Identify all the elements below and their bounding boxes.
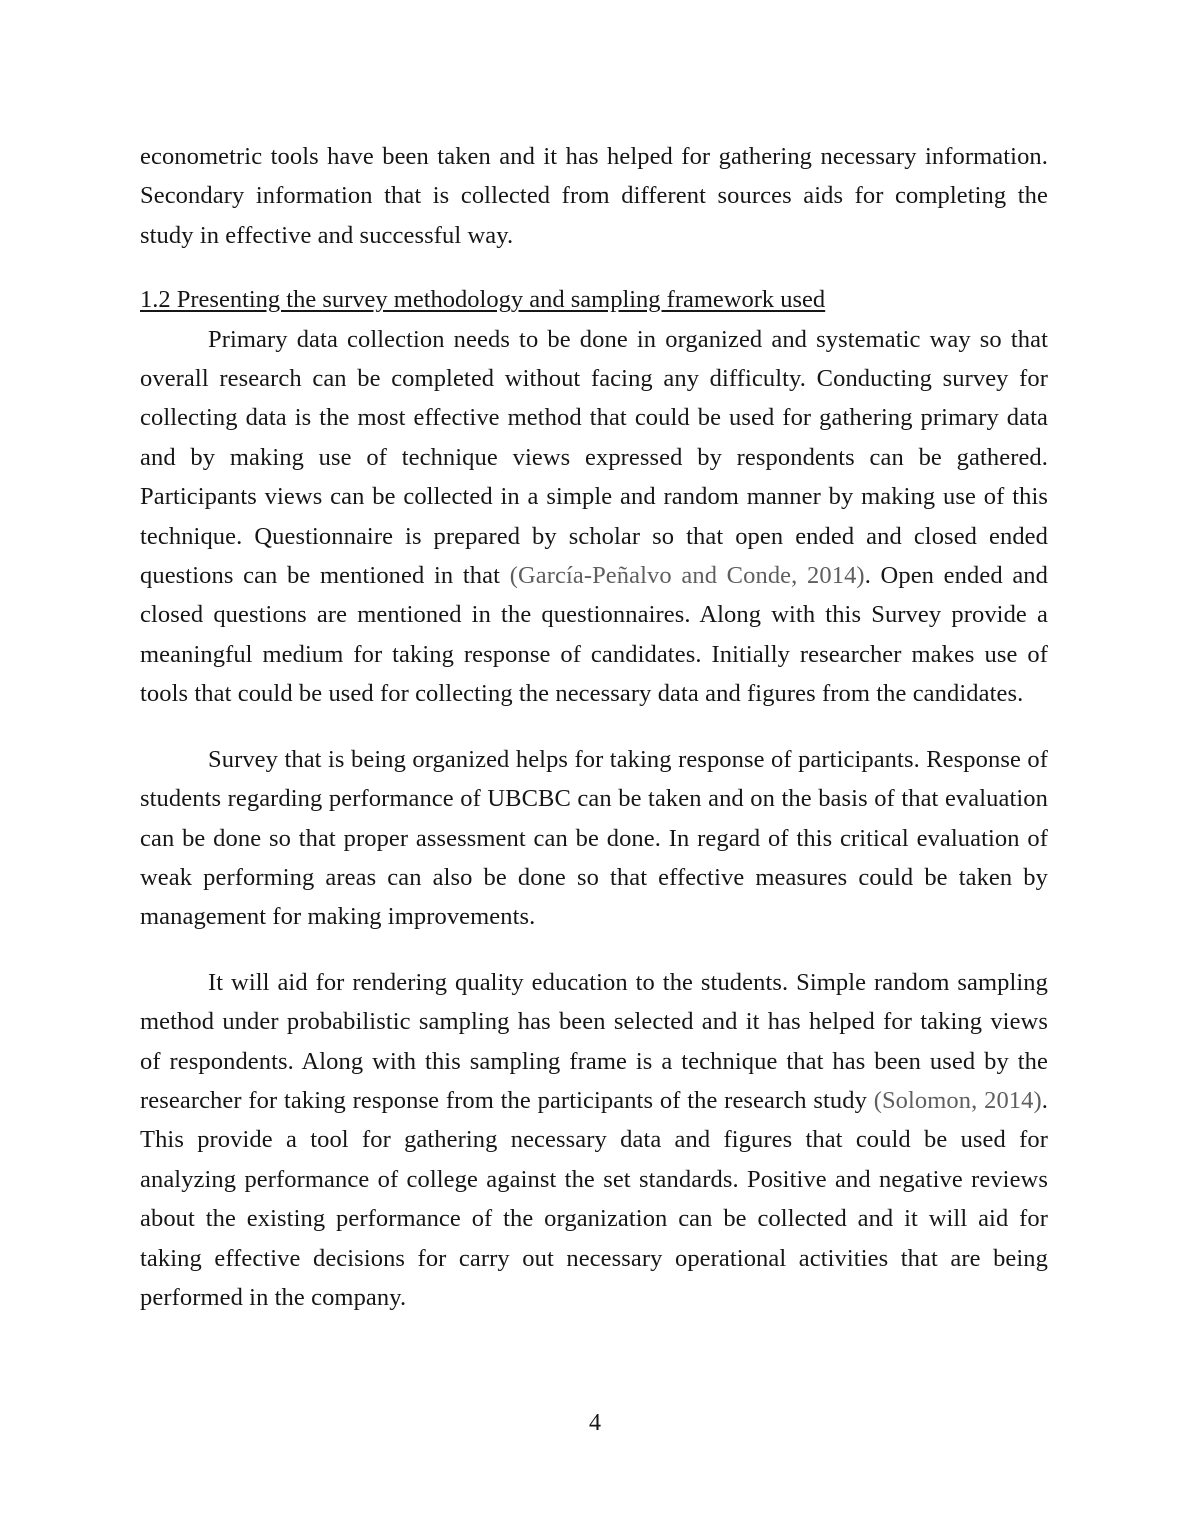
continuation-paragraph: econometric tools have been taken and it has helped for gathering necessary information. Secondary information that is collected from different sources aids for completing the study in effective and successful way. [140,143,1048,249]
section-heading: 1.2 Presenting the survey methodology and sampling framework used [140,286,826,314]
citation-solomon: (Solomon, 2014) [873,1086,1042,1114]
paragraph-sampling [140,963,1048,1318]
paragraph-text-after-citation: . This provide a tool for gathering necessary data and figures that could be used for analyzing performance of college against the set standards. Positive and negative reviews about the existing performance of the organization can be collected and it will aid for taking effective decisions for carry out necessary operational activities that are being performed in the company. [140,1086,1049,1311]
paragraph-survey-methodology [140,320,1048,714]
paragraph-text-before-citation: It will aid for rendering quality education to the students. Simple random sampling method under probabilistic sampling has been selected and it has helped for taking views of respondents. Along with this sampling frame is a technique that has been used by the researcher for taking response from the participants of the research study [140,968,1048,1114]
paragraph-survey-response: Survey that is being organized helps for taking response of participants. Response of students regarding performance of UBCBC can be taken and on the basis of that evaluation can be done so that proper assessment can be done. In regard of this critical evaluation of weak performing areas can also be done so that effective measures could be taken by management for making improvements. [140,745,1048,931]
page-number: 4 [589,1410,601,1436]
paragraph-text-before-citation: Primary data collection needs to be done in organized and systematic way so that overall research can be completed without facing any difficulty. Conducting survey for collecting data is the most effective method that could be used for gathering primary data and by making use of technique views expressed by respondents can be gathered. Participants views can be collected in a simple and random manner by making use of this technique. Questionnaire is prepared by scholar so that open ended and closed ended questions can be mentioned in that [140,325,1048,590]
page-content [140,137,1048,1317]
paragraph-text-after-citation: . Open ended and closed questions are mentioned in the questionnaires. Along with this Survey provide a meaningful medium for taking response of candidates. Initially researcher makes use of tools that could be used for collecting the necessary data and figures from the candidates. [140,562,1048,708]
citation-garcia-penalvo-conde: (García-Peñalvo and Conde, 2014) [509,562,865,590]
